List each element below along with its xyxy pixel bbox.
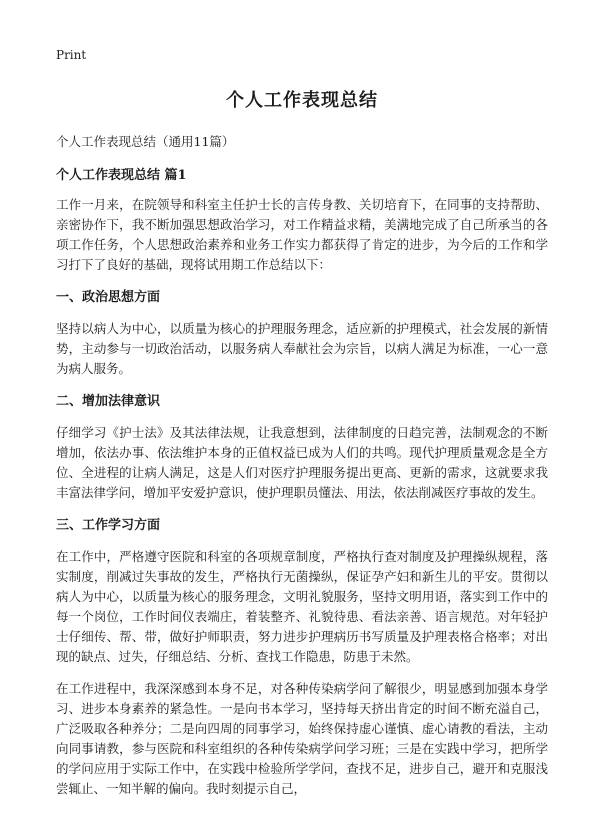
intro-paragraph: 工作一月来，在院领导和科室主任护士长的言传身教、关切培育下，在同事的支持帮助、亲密协作下，我不断加强思想政治学习，对工作精益求精，美满地完成了自己所承当的各项工作任务，个人思想政治素养和业务工作实力都获得了肯定的进步，为今后的工作和学习打下了良好的基础，现将试用期工作总结以下： [56, 197, 548, 272]
section-heading-work-study: 三、工作学习方面 [56, 518, 161, 533]
article-title: 个人工作表现总结 篇1 [56, 168, 187, 183]
section-paragraph: 在工作进程中，我深深感到本身不足，对各种传染病学问了解很少，明显感到加强本身学习、进步本身素养的紧急性。一是向书本学习，坚持每天挤出肯定的时间不断充溢自己，广泛吸取各种养分；二是向四周的同事学习，始终保持虚心谨慎、虚心请教的看法，主动向同事请教，参与医院和科室组织的各种传染病学问学习班；三是在实践中学习，把所学的学问应用于实际工作中，在实践中检验所学学问，查找不足，进步自己，避开和克服浅尝辄止、一知半解的偏向。我时刻提示自己， [56, 681, 548, 796]
section-heading-political: 一、政治思想方面 [56, 290, 161, 305]
section-paragraph: 在工作中，严格遵守医院和科室的各项规章制度，严格执行查对制度及护理操纵规程，落实制度，削减过失事故的发生，严格执行无菌操纵，保证孕产妇和新生儿的平安。贯彻以病人为中心，以质量为核心的服务理念，文明礼貌服务，坚持文明用语，落实到工作中的每一个岗位，工作时间仪表端庄，着装整齐、礼貌待患、看法亲善、语言规范。对年轻护士仔细传、帮、带，做好护师职责，努力进步护理病历书写质量及护理表格合格率；对出现的缺点、过失，仔细总结、分析、查找工作隐患，防患于未然。 [56, 549, 548, 664]
page-title: 个人工作表现总结 [226, 90, 378, 111]
document-subtitle: 个人工作表现总结（通用11篇） [56, 134, 235, 149]
section-heading-legal: 二、增加法律意识 [56, 394, 161, 409]
section-paragraph: 坚持以病人为中心，以质量为核心的护理服务理念，适应新的护理模式，社会发展的新情势，主动参与一切政治活动，以服务病人奉献社会为宗旨，以病人满足为标准，一心一意为病人服务。 [56, 321, 548, 376]
print-link[interactable]: Print [56, 48, 87, 62]
section-paragraph: 仔细学习《护士法》及其法律法规，让我意想到，法律制度的日趋完善，法制观念的不断增加，依法办事、依法维护本身的正值权益已成为人们的共鸣。现代护理质量观念是全方位、全进程的让病人满足，这是人们对医疗护理服务提出更高、更新的需求，这就要求我丰富法律学问，增加平安爱护意识，使护理职员懂法、用法，依法削减医疗事故的发生。 [56, 425, 548, 500]
